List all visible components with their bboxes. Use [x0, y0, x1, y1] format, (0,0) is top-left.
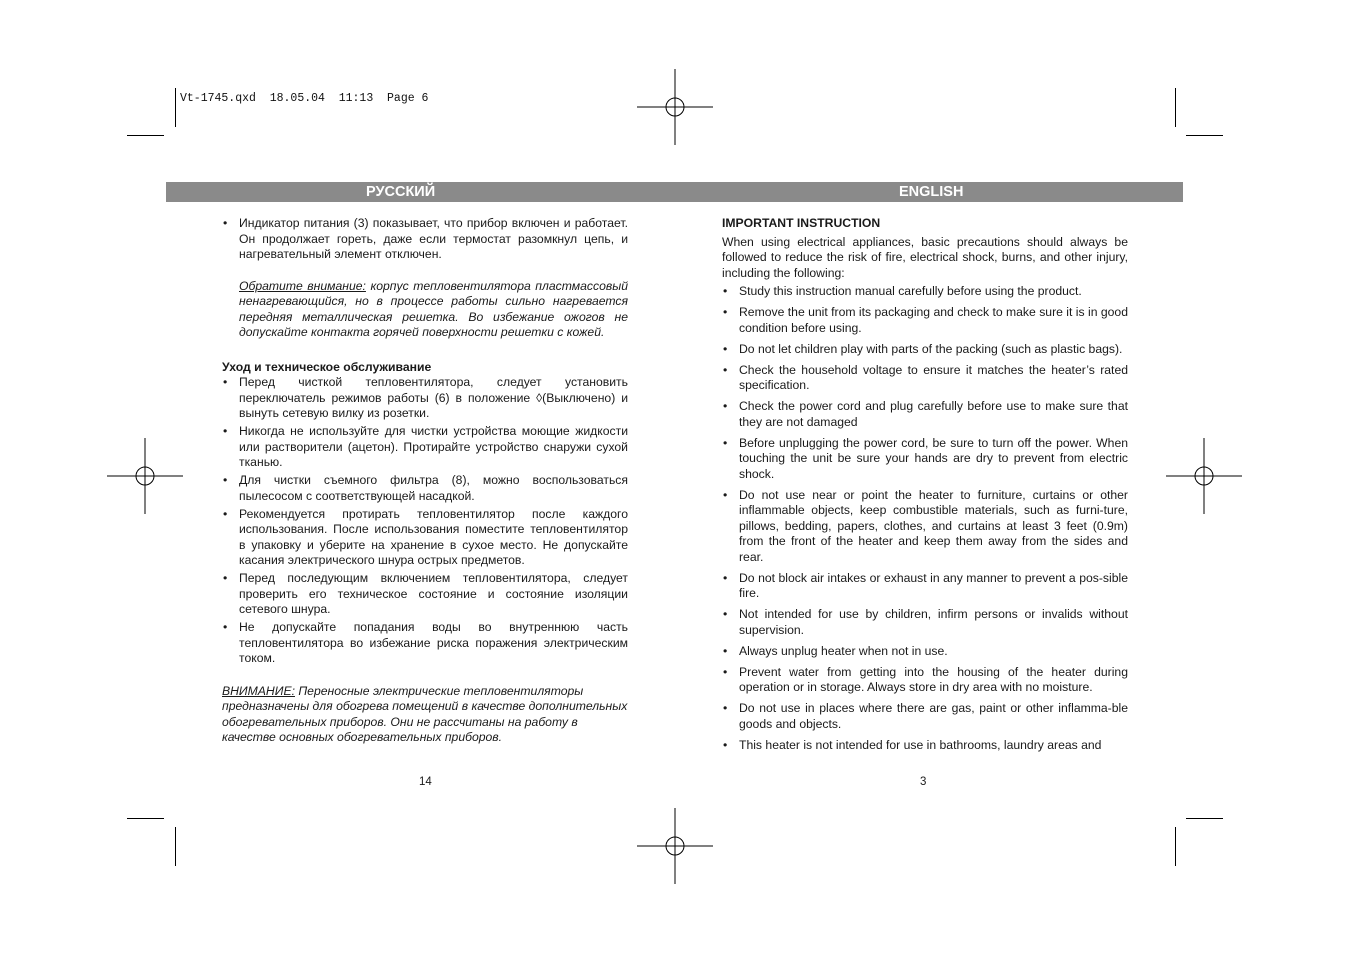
list-item: • Перед чисткой тепловентилятора, следует установить переключатель режимов работы (6) в положение ◊(Выключено) и вынуть сетевую вилку из розетки.	[222, 375, 628, 422]
list-item: • This heater is not intended for use in bathrooms, laundry areas and	[722, 738, 1128, 754]
list-item: • Перед последующим включением тепловентилятора, следует проверить его техническое состояние и состояние изоляции сетевого шнура.	[222, 571, 628, 618]
crop-mark	[175, 88, 176, 127]
print-slug: Vt-1745.qxd 18.05.04 11:13 Page 6	[180, 92, 429, 105]
list-item: • Check the power cord and plug carefully before use to make sure that they are not damaged	[722, 399, 1128, 430]
intro-paragraph: When using electrical appliances, basic precautions should always be followed to reduce the risk of fire, electrical shock, burns, and other injury, including the following:	[722, 234, 1128, 280]
list-item: • Not intended for use by children, infirm persons or invalids without supervision.	[722, 607, 1128, 638]
header-title-russian: РУССКИЙ	[366, 184, 436, 200]
crop-mark	[1175, 827, 1176, 866]
list-item: • Study this instruction manual carefully before using the product.	[722, 284, 1128, 300]
note-label: Обратите внимание:	[239, 278, 366, 293]
list-item: • Do not let children play with parts of the packing (such as plastic bags).	[722, 342, 1128, 358]
list-item: • Для чистки съемного фильтра (8), можно воспользоваться пылесосом с соответствующей насадкой.	[222, 473, 628, 504]
list-item: • Remove the unit from its packaging and check to make sure it is in good condition before using.	[722, 305, 1128, 336]
indicator-list	[222, 216, 628, 263]
important-heading: IMPORTANT INSTRUCTION	[722, 216, 881, 230]
crop-mark	[127, 135, 164, 136]
list-item: • Индикатор питания (3) показывает, что прибор включен и работает. Он продолжает гореть, даже если термостат разомкнул цепь, и нагревательный элемент отключен.	[222, 216, 628, 263]
russian-column	[222, 216, 628, 746]
page-number-left: 14	[419, 776, 432, 788]
care-heading: Уход и техническое обслуживание	[222, 359, 432, 374]
warning-label: ВНИМАНИЕ:	[222, 683, 295, 698]
list-item: • Before unplugging the power cord, be sure to turn off the power. When touching the unit be sure your hands are dry to prevent from electric shock.	[722, 436, 1128, 483]
page-number-right: 3	[920, 776, 927, 788]
list-item: • Никогда не используйте для чистки устройства моющие жидкости или растворители (ацетон). Протирайте устройство снаружи сухой тканью.	[222, 424, 628, 471]
list-item: • Always unplug heater when not in use.	[722, 644, 1128, 660]
list-item: • Prevent water from getting into the housing of the heater during operation or in storage. Always store in dry area with no moisture.	[722, 665, 1128, 696]
note-paragraph	[222, 279, 628, 341]
crop-mark	[1186, 135, 1223, 136]
list-item: • Do not use near or point the heater to furniture, curtains or other inflammable objects, keep combustible materials, such as furni-ture, pillows, bedding, papers, clothes, and curtains at least 3 feet (0.9m) from the front of the heater and keep them away from the sides and rear.	[722, 488, 1128, 566]
english-column	[722, 216, 1128, 759]
warning-paragraph	[222, 684, 628, 746]
crop-mark	[175, 827, 176, 866]
list-item: • Check the household voltage to ensure it matches the heater’s rated specification.	[722, 363, 1128, 394]
list-item: • Do not use in places where there are gas, paint or other inflamma-ble goods and objects.	[722, 701, 1128, 732]
registration-mark-left	[107, 438, 183, 514]
registration-mark-bottom	[637, 808, 713, 884]
crop-mark	[1175, 88, 1176, 127]
header-title-english: ENGLISH	[899, 184, 964, 200]
list-item: • Рекомендуется протирать тепловентилятор после каждого использования. После использования поместите тепловентилятор в упаковку и уберите на хранение в сухое место. Не допускайте касания электрического шнура острых предметов.	[222, 507, 628, 569]
list-item: • Не допускайте попадания воды во внутреннюю часть тепловентилятора во избежание риска поражения электрическим током.	[222, 620, 628, 667]
note-text: корпус тепловентилятора пластмассовый ненагревающийся, но в процессе работы сильно нагревается передняя металлическая решетка. Во избежание ожогов не допускайте контакта горячей поверхности решетки с кожей.	[239, 278, 628, 339]
language-header-bar	[166, 182, 1183, 202]
crop-mark	[1186, 818, 1223, 819]
crop-mark	[127, 818, 164, 819]
registration-mark-right	[1166, 438, 1242, 514]
registration-mark-top	[637, 69, 713, 145]
list-item: • Do not block air intakes or exhaust in any manner to prevent a pos-sible fire.	[722, 571, 1128, 602]
instruction-list	[722, 284, 1128, 753]
care-list	[222, 375, 628, 667]
warning-text: Переносные электрические тепловентиляторы предназначены для обогрева помещений в качестве дополнительных обогревательных приборов. Они не рассчитаны на работу в качестве основных обогревательных приборов.	[222, 683, 628, 744]
